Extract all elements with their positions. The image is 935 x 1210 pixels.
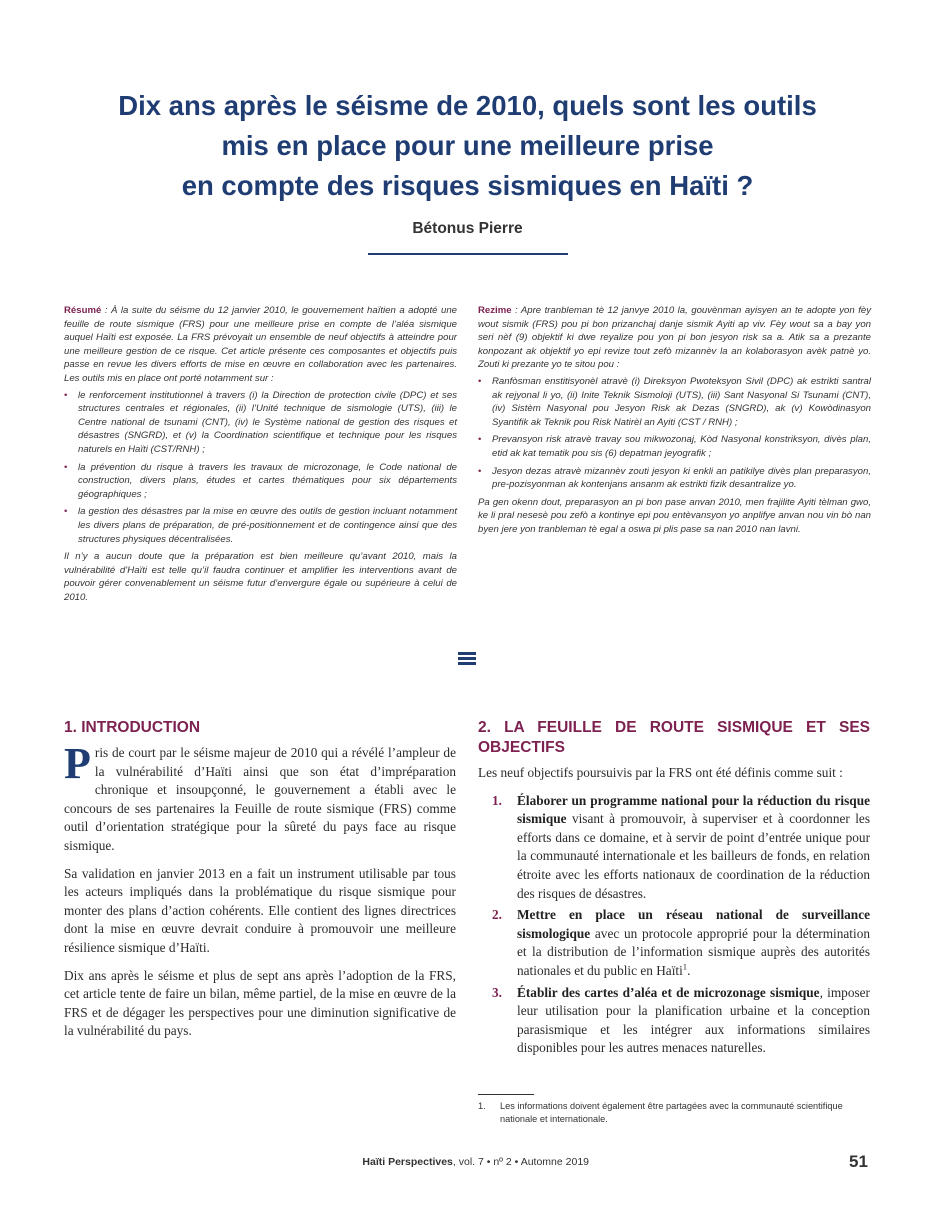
list-item [64,461,457,502]
abstract-fr-intro [64,304,457,386]
abstract-fr-conclusion: Il n’y a aucun doute que la préparation est bien meilleure qu’avant 2010, mais la vulnérabilité d’Haïti est telle qu’il faudra continuer et amplifier les interventions avant de pouvoir gérer convenablement un séisme futur d’envergure égale ou supérieure à celui de 2010. [64,551,457,603]
intro-paragraph-1 [64,739,456,856]
list-item [64,505,457,546]
author-name: Bétonus Pierre [412,220,523,237]
list-item [478,984,870,1058]
item-number: 1. [492,792,502,808]
list-item-text: Jesyon dezas atravè mizannèv zouti jesyon ki enkli an patikilye divès plan preparasyon, pre-pozisyonman ak kontenjans ansanm ak estrikti fizik desantralize yo. [492,465,871,491]
abstract-fr-list [64,389,457,547]
list-item-text: le renforcement institutionnel à travers (i) la Direction de protection civile (DPC) et ses structures centrales et régionales, (ii) l’Unité technique de sismologie (UTS), (iii) le Centre national de tsunami (CNT), (iv) le Système national de gestion des risques et désastres (SNGRD), et (v) la Coordination scientifique et technique pour les risques naturels en Haïti (CST/RNH) ; [78,389,457,455]
section-divider-icon [458,652,476,666]
paragraph-text: ris de court par le séisme majeur de 2010 qui a révélé l’ampleur de la vulnérabilité d’Haïti ainsi que son état d’impréparation chronique et insoupçonné, le gouvernement a établi avec le concours de ses partenaires la Feuille de route sismique (FRS) comme outil d’orientation stratégique pour la sûreté du pays face au risque sismique. [64,745,456,853]
section-heading-objectives: 2. LA FEUILLE DE ROUTE SISMIQUE ET SES OBJECTIFS [478,719,870,756]
footnote-ref[interactable]: 1 [682,961,688,972]
list-item-text: la gestion des désastres par la mise en œuvre des outils de gestion incluant notamment les divers plans de préparation, de pré-positionnement et de contingence ainsi que des structures physiques décentralisées. [78,506,457,545]
item-bold-text: Élaborer un programme national pour la réduction du risque sismique [517,792,870,827]
bullet-icon: • [478,434,482,446]
item-bold-text: Mettre en place un réseau national de surveillance sismologique [517,907,870,941]
item-number: 2. [492,907,502,923]
abstract-ht-conclusion: Pa gen okenn dout, preparasyon an pi bon pase anvan 2010, men frajilite Ayiti tèlman gwo, ke li pral nesesè pou zefò a kontinye epi pou entèvansyon yo anplifye anvan nou vin bò nan byen jere yon tranbleman tè egal a oswa pi plis pase sa nan 2010 nan lavni. [478,496,871,535]
list-item [478,375,871,429]
objectives-list [478,792,870,1058]
abstract-ht-intro [478,304,871,372]
item-text: visant à promouvoir, à superviser et à coordonner les efforts dans ce domaine, et à servir de point d’entrée unique pour la communauté internationale et les bailleurs de fonds, en relation étroite avec les efforts nationaux de coordination de la réduction des risques de désastres. [517,811,870,901]
list-item-text: la prévention du risque à travers les travaux de microzonage, le Code national de construction, divers plans, études et cartes thématiques pour six départements géographiques ; [78,461,457,500]
page-number: 51 [849,1152,868,1171]
journal-citation [362,1156,589,1168]
title-line-1: Dix ans après le séisme de 2010, quels sont les outils [118,90,817,121]
item-end: . [687,962,691,978]
page-footer [0,1154,935,1174]
footnote-text: Les informations doivent également être partagées avec la communauté scientifique nationale et internationale. [500,1101,843,1124]
column-right [478,718,870,1061]
journal-issue: , vol. 7 • nº 2 • Automne 2019 [452,1156,589,1168]
intro-paragraph-3: Dix ans après le séisme et plus de sept ans après l’adoption de la FRS, cet article tente de faire un bilan, même partiel, de la mise en œuvre de la FRS et de dégager les perspectives pour une diminution significative de la vulnérabilité du pays. [64,967,456,1039]
footnote-number: 1. [478,1101,486,1111]
bullet-icon: • [64,461,68,473]
list-item-text: Prevansyon risk atravè travay sou mikwozonaj, Kòd Nasyonal konstriksyon, divès plan, etid ak kat tematik pou sis (6) depatman jeyografik ; [492,434,871,459]
list-item [478,906,870,980]
title-line-2: mis en place pour une meilleure prise [221,130,714,161]
list-item [478,433,871,460]
item-number: 3. [492,984,502,1000]
journal-name: Haïti Perspectives [362,1156,453,1168]
list-item [478,465,871,492]
footnote [478,1100,873,1126]
section-heading-introduction: 1. INTRODUCTION [64,719,201,736]
bullet-icon: • [64,506,68,518]
list-item-text: Ranfòsman enstitisyonèl atravè (i) Direksyon Pwoteksyon Sivil (DPC) ak estrikti santral ak rejyonal li yo, (ii) Inite Teknik Sismoloji (UTS), (iii) Sant Nasyonal Si Tsunami (CNT), (iv) Sistèm Nasyonal pou Jesyon Risk ak Dezas (SNGRD), ak (v) Kowòdinasyon Syantifik ak Teknik pou Risk Natirèl an Ayiti (CST / RNH) ; [492,375,871,428]
item-text: , imposer leur utilisation pour la planification urbaine et la conception parasismique et les intégrer aux informations similaires disponibles pour les autres menaces naturelles. [517,984,870,1056]
item-bold-text: Établir des cartes d’aléa et de microzonage sismique [517,984,820,1000]
drop-cap: P [64,739,91,788]
bullet-icon: • [478,375,482,387]
bullet-icon: • [64,389,68,401]
list-item [64,389,457,457]
abstract-ht-label: Rezime [478,305,512,316]
objectives-intro: Les neuf objectifs poursuivis par la FRS ont été définis comme suit : [478,765,843,780]
abstract-fr-label: Résumé [64,305,102,316]
bullet-icon: • [478,465,482,477]
title-line-3: en compte des risques sismiques en Haïti ? [181,170,754,201]
article-title [60,86,875,206]
abstract-ht-intro-text: : Apre tranbleman tè 12 janvye 2010 la, gouvènman ayisyen an te adopte yon fèy wout sismik (FRS) pou pi bon prizanchaj danje sismik Ayiti ap viv. Fèy wout sa a bay yon seri nèf (9) objektif ki dwe reyalize pou yon pi bon jesyon risk sa a. Atik sa a prezante konpozant ak objektif yo epi revize tout zefò mizannèv la an kolaborasyon avèk patnè yo. Zouti ki prezante yo te sitou pou : [478,305,871,371]
footnote-rule [478,1094,534,1095]
item-text: avec un protocole approprié pour la détermination et la distribution de l’information sismique auprès des autorités nationales et du public en Haïti [517,925,870,978]
column-left [64,718,456,1050]
author-rule [368,253,568,255]
abstract-french [64,304,457,607]
abstract-fr-intro-text: : À la suite du séisme du 12 janvier 2010, le gouvernement haïtien a adopté une feuille de route sismique (FRS) pour une meilleure prise en compte de l’aléa sismique auquel Haïti est exposée. La FRS prévoyait un ensemble de neuf objectifs à atteindre pour une meilleure gestion de ce risque. Cet article présente ces composantes et objectifs puis passe en revue les divers efforts de mise en œuvre en collaboration avec les partenaires. Les outils mis en place ont porté notamment sur : [64,305,457,384]
abstract-ht-list [478,375,871,492]
abstract-creole [478,304,871,540]
list-item [478,792,870,904]
intro-paragraph-2: Sa validation en janvier 2013 en a fait un instrument utilisable par tous les acteurs impliqués dans la problématique du risque sismique pour monter des plans d’action cohérents. Elle contient des lignes directrices dont la mise en œuvre devrait conduire à promouvoir une meilleure résilience sismique d’Haïti. [64,865,456,955]
